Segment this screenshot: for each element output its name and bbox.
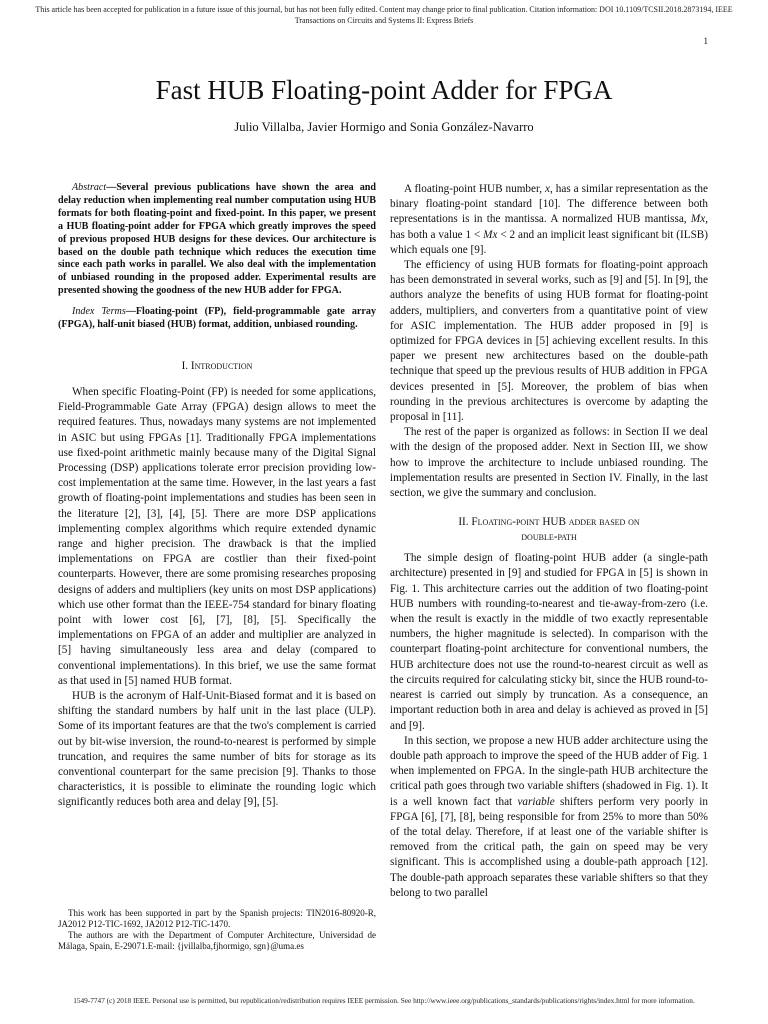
paper-authors: Julio Villalba, Javier Hormigo and Sonia González-Navarro: [234, 120, 534, 134]
math-var-mx-2: Mx: [483, 228, 498, 241]
header-line-1: This article has been accepted for publication in a future issue of this journal, but has not been fully edited. Content may change prior to final publication. Citation information: DOI 10.1109/TCSII.2018.2873194, IEEE: [35, 5, 733, 14]
efficiency-paragraph: The efficiency of using HUB formats for floating-point approach has been demonstrated in several works, such as [9] and [5]. In [9], the authors analyze the benefits of using HUB format for floating-point adders, multipliers, and converters from a quantitative point of view for ASIC implementation. The HUB adder proposed in [9] is optimized for FPGA devices in [5] achieving excellent results. In this paper we present new architectures based on the double-path technique that speed up the previous results of HUB addition in FPGA devices presented in [5]. Moreover, the problem of bias when rounding in the previous architectures is overcome by adapting the proposal in [11].: [390, 259, 708, 424]
emphasis-variable: variable: [517, 795, 555, 808]
section2-paragraph-1: The simple design of floating-point HUB adder (a single-path architecture) presented in [9] and studied for FPGA in [5] is shown in Fig. 1. This architecture carries out the addition of two floating-point HUB numbers with rounding-to-nearest and tie-away-from-zero (i.e. when the result is exactly in the middle of two exactly representable numbers, the higher magnitude is selected). In comparison with the counterpart floating-point architecture for conventional numbers, the HUB architecture does not use the round-to-nearest circuit as well as the circuits required for calculating sticky bit, since the HUB round-to-nearest is carried out simply by truncation. As a consequence, an important reduction both in area and delay is achieved as proved in [5] and [9].: [390, 552, 708, 732]
section2-title-line1: II. Floating-point HUB adder based on: [458, 516, 640, 529]
footnote-funding: This work has been supported in part by the Spanish projects: TIN2016-80920-R, JA2012 P12-TIC-1692, JA2012 P12-TIC-1470.: [58, 908, 376, 929]
left-column: [58, 182, 376, 951]
journal-header-note: [20, 4, 748, 26]
right-column: [390, 182, 708, 901]
abstract-label: Abstract: [72, 182, 107, 193]
intro-paragraph-2: HUB is the acronym of Half-Unit-Biased format and it is based on shifting the standard numbers by half unit in the last place (ULP). Some of its important features are that the two's complement is carried out by bit-wise inversion, the round-to-nearest is performed by simple truncation, and requires the same number of bits for storage as its conventional counterpart for the same precision [9]. Thanks to those characteristics, it is possible to eliminate the rounding logic which significantly reduces both area and delay [9], [5].: [58, 690, 376, 809]
copyright-footer: 1549-7747 (c) 2018 IEEE. Personal use is permitted, but republication/redistribution requires IEEE permission. See http://www.ieee.org/publications_standards/publications/rights/index.html for more information.: [73, 996, 695, 1005]
section-title: Introduction: [190, 359, 253, 372]
intro-paragraph-1: When specific Floating-Point (FP) is needed for some applications, Field-Programmable Gate Array (FPGA) design allows to meet the required features. Thus, nowadays many systems are not implemented in ASIC but using FPGAs [1]. Traditionally FPGA implementations use fixed-point arithmetic mainly because many of the Digital Signal Processing (DSP) applications tolerate error precision providing low-cost implementation at the same time. However, in the last years a fast growth of floating-point implementations and studies has been seen in the literature [2], [3], [4], [5]. There are more DSP applications implementing complex algorithms which require extended dynamic range and higher precision. The drawback is that the implied implementations on FPGA are costlier than their fixed-point counterparts. However, there are some promising researches proposing designs of adders and multipliers (key units on most DSP applications) which use other format than the IEEE-754 standard for binary floating point with lower cost [6], [7], [8], [5]. Specifically the implementations on FPGA of an adder and multiplier are analyzed in [5] having simultaneously less area and delay (compared to conventional implementations). In this brief, we use the same format as that used in [5] named HUB format.: [58, 385, 376, 687]
header-line-2: Transactions on Circuits and Systems II: Express Briefs: [294, 16, 474, 25]
abstract: [58, 182, 376, 298]
hub-number-paragraph: A floating-point HUB number, x, has a similar representation as the binary floating-point standard [10]. The difference between both representations is in the mantissa. A normalized HUB mantissa, Mx, has both a value 1 < Mx < 2 and an implicit least significant bit (ILSB) which equals one [9].: [390, 183, 708, 256]
math-var-mx: Mx: [690, 213, 706, 226]
section-heading-double-path: [390, 515, 708, 545]
section2-paragraph-2: In this section, we propose a new HUB adder architecture using the double path approach to improve the speed of the HUB adder of Fig. 1 when implemented on FPGA. In the single-path HUB architecture the critical path goes through two variable shifters (shadowed in Fig. 1). It is a well known fact that variable shifters perform very poorly in FPGA [6], [7], [8], being responsible for from 25% to more than 50% of the total delay. Therefore, if at least one of the variable shifter is removed from the critical path, the gain on speed may be very significant. This is accomplished using a double-path approach [12]. The double-path approach separates these variable shifters so that they belong to two parallel: [390, 734, 708, 899]
footnotes: [58, 908, 376, 952]
index-terms-label: Index Terms: [72, 306, 126, 318]
page-number: 1: [703, 36, 708, 46]
footnote-affiliation: The authors are with the Department of Computer Architecture, Universidad de Málaga, Spain, E-29071.E-mail: {jvillalba,fjhormigo, sgn}@uma.es: [58, 930, 376, 951]
abstract-text: —Several previous publications have shown the area and delay reduction when implementing real number computation using HUB formats for both floating-point and fixed-point. In this paper, we present a HUB floating-point adder for FPGA which greatly improves the speed of previous proposed HUB designs for these devices. Our architecture is based on the double path technique which reduces the execution time since each path works in parallel. We also deal with the implementation of unbiased rounding in the proposed adder. Experimental results are presented showing the goodness of the new HUB adder for FPGA.: [58, 182, 376, 297]
section-heading-introduction: [58, 359, 376, 374]
paper-title: Fast HUB Floating-point Adder for FPGA: [155, 75, 613, 105]
section2-title-line2: double-path: [521, 531, 577, 544]
organization-paragraph: The rest of the paper is organized as follows: in Section II we deal with the design of the proposed adder. Next in Section III, we show how to improve the architecture to include unbiased rounding. The implementation results are presented in Section IV. Finally, in the last section, we give the summary and conclusion.: [390, 426, 708, 500]
footnote-area: [58, 908, 376, 952]
index-terms: [58, 306, 376, 332]
index-terms-text: —Floating-point (FP), field-programmable gate array (FPGA), half-unit biased (HUB) format, addition, unbiased rounding.: [58, 306, 376, 331]
math-var-x: x: [545, 183, 551, 195]
section-numeral: I.: [181, 359, 191, 372]
